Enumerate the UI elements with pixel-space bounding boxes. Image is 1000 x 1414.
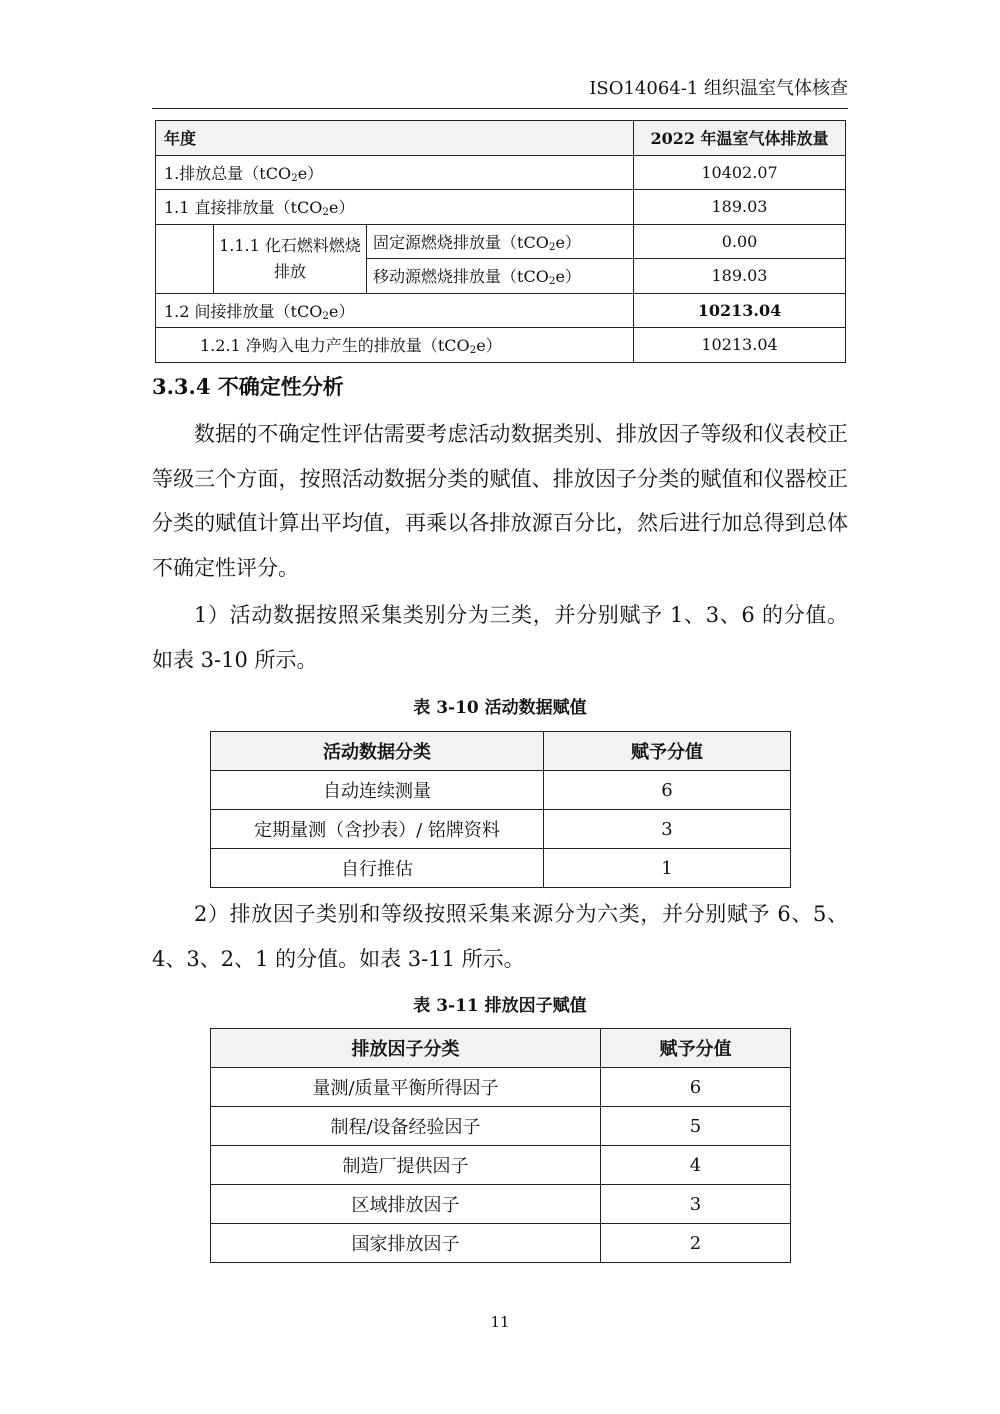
row-value-direct: 189.03: [634, 190, 846, 225]
header-divider: [152, 108, 848, 109]
unit-text: e）: [297, 163, 324, 183]
label-text: 1.1 直接排放量: [164, 198, 275, 218]
cell-score: 3: [601, 1185, 791, 1224]
indent-spacer: [156, 224, 214, 293]
row-value-total: 10402.07: [634, 155, 846, 190]
row-label-fossil: 1.1.1 化石燃料燃烧排放: [214, 224, 367, 293]
cell-category: 制程/设备经验因子: [211, 1107, 601, 1146]
table-row: [156, 224, 846, 259]
header-year: 年度: [156, 121, 634, 156]
table-row: [211, 1068, 791, 1107]
unit-subscript: 2: [548, 275, 556, 288]
cell-score: 4: [601, 1146, 791, 1185]
cell-category: 定期量测（含抄表）/ 铭牌资料: [211, 810, 544, 849]
unit-subscript: 2: [469, 344, 477, 357]
unit-text: e）: [555, 267, 581, 287]
table-row: [211, 810, 791, 849]
cell-score: 1: [544, 849, 791, 888]
unit-text: e）: [555, 232, 581, 252]
row-label-indirect: [156, 293, 634, 328]
label-text: 固定源燃烧排放量: [373, 232, 502, 252]
unit-text: e）: [328, 301, 355, 321]
paragraph-activity-data: 1）活动数据按照采集类别分为三类，并分别赋予 1、3、6 的分值。如表 3-10 所示。: [152, 603, 848, 672]
row-label-total: [156, 155, 634, 190]
row-value-indirect: 10213.04: [634, 293, 846, 328]
row-label-stationary: [367, 224, 634, 259]
emission-factor-table: [210, 1028, 791, 1263]
header-category: 活动数据分类: [211, 732, 544, 771]
unit-text: （tCO: [243, 163, 292, 183]
table-row: [156, 155, 846, 190]
paragraph-emission-factor: 2）排放因子类别和等级按照采集来源分为六类，并分别赋予 6、5、4、3、2、1 的分值。如表 3-11 所示。: [152, 902, 848, 971]
unit-subscript: 2: [322, 206, 329, 219]
table-row: [156, 293, 846, 328]
label-text: 1.2.1 净购入电力产生的排放量: [200, 336, 422, 356]
row-value-mobile: 189.03: [634, 259, 846, 294]
unit-text: （tCO: [501, 267, 549, 287]
table-caption-3-10: 表 3-10 活动数据赋值: [413, 698, 587, 718]
header-category: 排放因子分类: [211, 1029, 601, 1068]
cell-score: 3: [544, 810, 791, 849]
cell-category: 国家排放因子: [211, 1224, 601, 1263]
table-row: [156, 328, 846, 363]
unit-subscript: 2: [548, 240, 556, 253]
emissions-table: [155, 120, 846, 363]
unit-text: e）: [476, 336, 502, 356]
row-label-direct: [156, 190, 634, 225]
paragraph-intro: 数据的不确定性评估需要考虑活动数据类别、排放因子等级和仪表校正等级三个方面，按照活动数据分类的赋值、排放因子分类的赋值和仪器校正分类的赋值计算出平均值，再乘以各排放源百分比，然后进行加总得到总体不确定性评分。: [152, 422, 848, 580]
header-emissions-2022: 2022 年温室气体排放量: [634, 121, 846, 156]
cell-category: 制造厂提供因子: [211, 1146, 601, 1185]
row-value-electricity: 10213.04: [634, 328, 846, 363]
cell-category: 自动连续测量: [211, 771, 544, 810]
unit-text: （tCO: [421, 336, 470, 356]
section-heading: 3.3.4 不确定性分析: [152, 374, 344, 399]
table-row: [211, 1107, 791, 1146]
table-row: [211, 1185, 791, 1224]
unit-text: e）: [328, 198, 355, 218]
table-row: [211, 1224, 791, 1263]
activity-data-table: [210, 731, 791, 888]
table-header-row: [156, 121, 846, 156]
header-score: 赋予分值: [544, 732, 791, 771]
label-text: 1.排放总量: [164, 163, 244, 183]
page-number: 11: [490, 1313, 510, 1331]
row-label-electricity: [156, 328, 634, 363]
table-header-row: [211, 732, 791, 771]
unit-text: （tCO: [501, 232, 549, 252]
row-value-stationary: 0.00: [634, 224, 846, 259]
label-text: 移动源燃烧排放量: [373, 267, 502, 287]
cell-category: 区域排放因子: [211, 1185, 601, 1224]
table-row: [211, 1146, 791, 1185]
table-row: [211, 771, 791, 810]
cell-category: 自行推估: [211, 849, 544, 888]
unit-subscript: 2: [322, 309, 329, 322]
table-header-row: [211, 1029, 791, 1068]
cell-score: 2: [601, 1224, 791, 1263]
unit-subscript: 2: [291, 171, 298, 184]
unit-text: （tCO: [274, 198, 323, 218]
cell-category: 量测/质量平衡所得因子: [211, 1068, 601, 1107]
row-label-mobile: [367, 259, 634, 294]
cell-score: 6: [544, 771, 791, 810]
cell-score: 6: [601, 1068, 791, 1107]
table-row: [156, 190, 846, 225]
unit-text: （tCO: [274, 301, 323, 321]
label-text: 1.2 间接排放量: [164, 301, 275, 321]
table-row: [211, 849, 791, 888]
cell-score: 5: [601, 1107, 791, 1146]
table-caption-3-11: 表 3-11 排放因子赋值: [413, 996, 587, 1016]
header-score: 赋予分值: [601, 1029, 791, 1068]
page-header-title: ISO14064-1 组织温室气体核查: [589, 78, 848, 99]
